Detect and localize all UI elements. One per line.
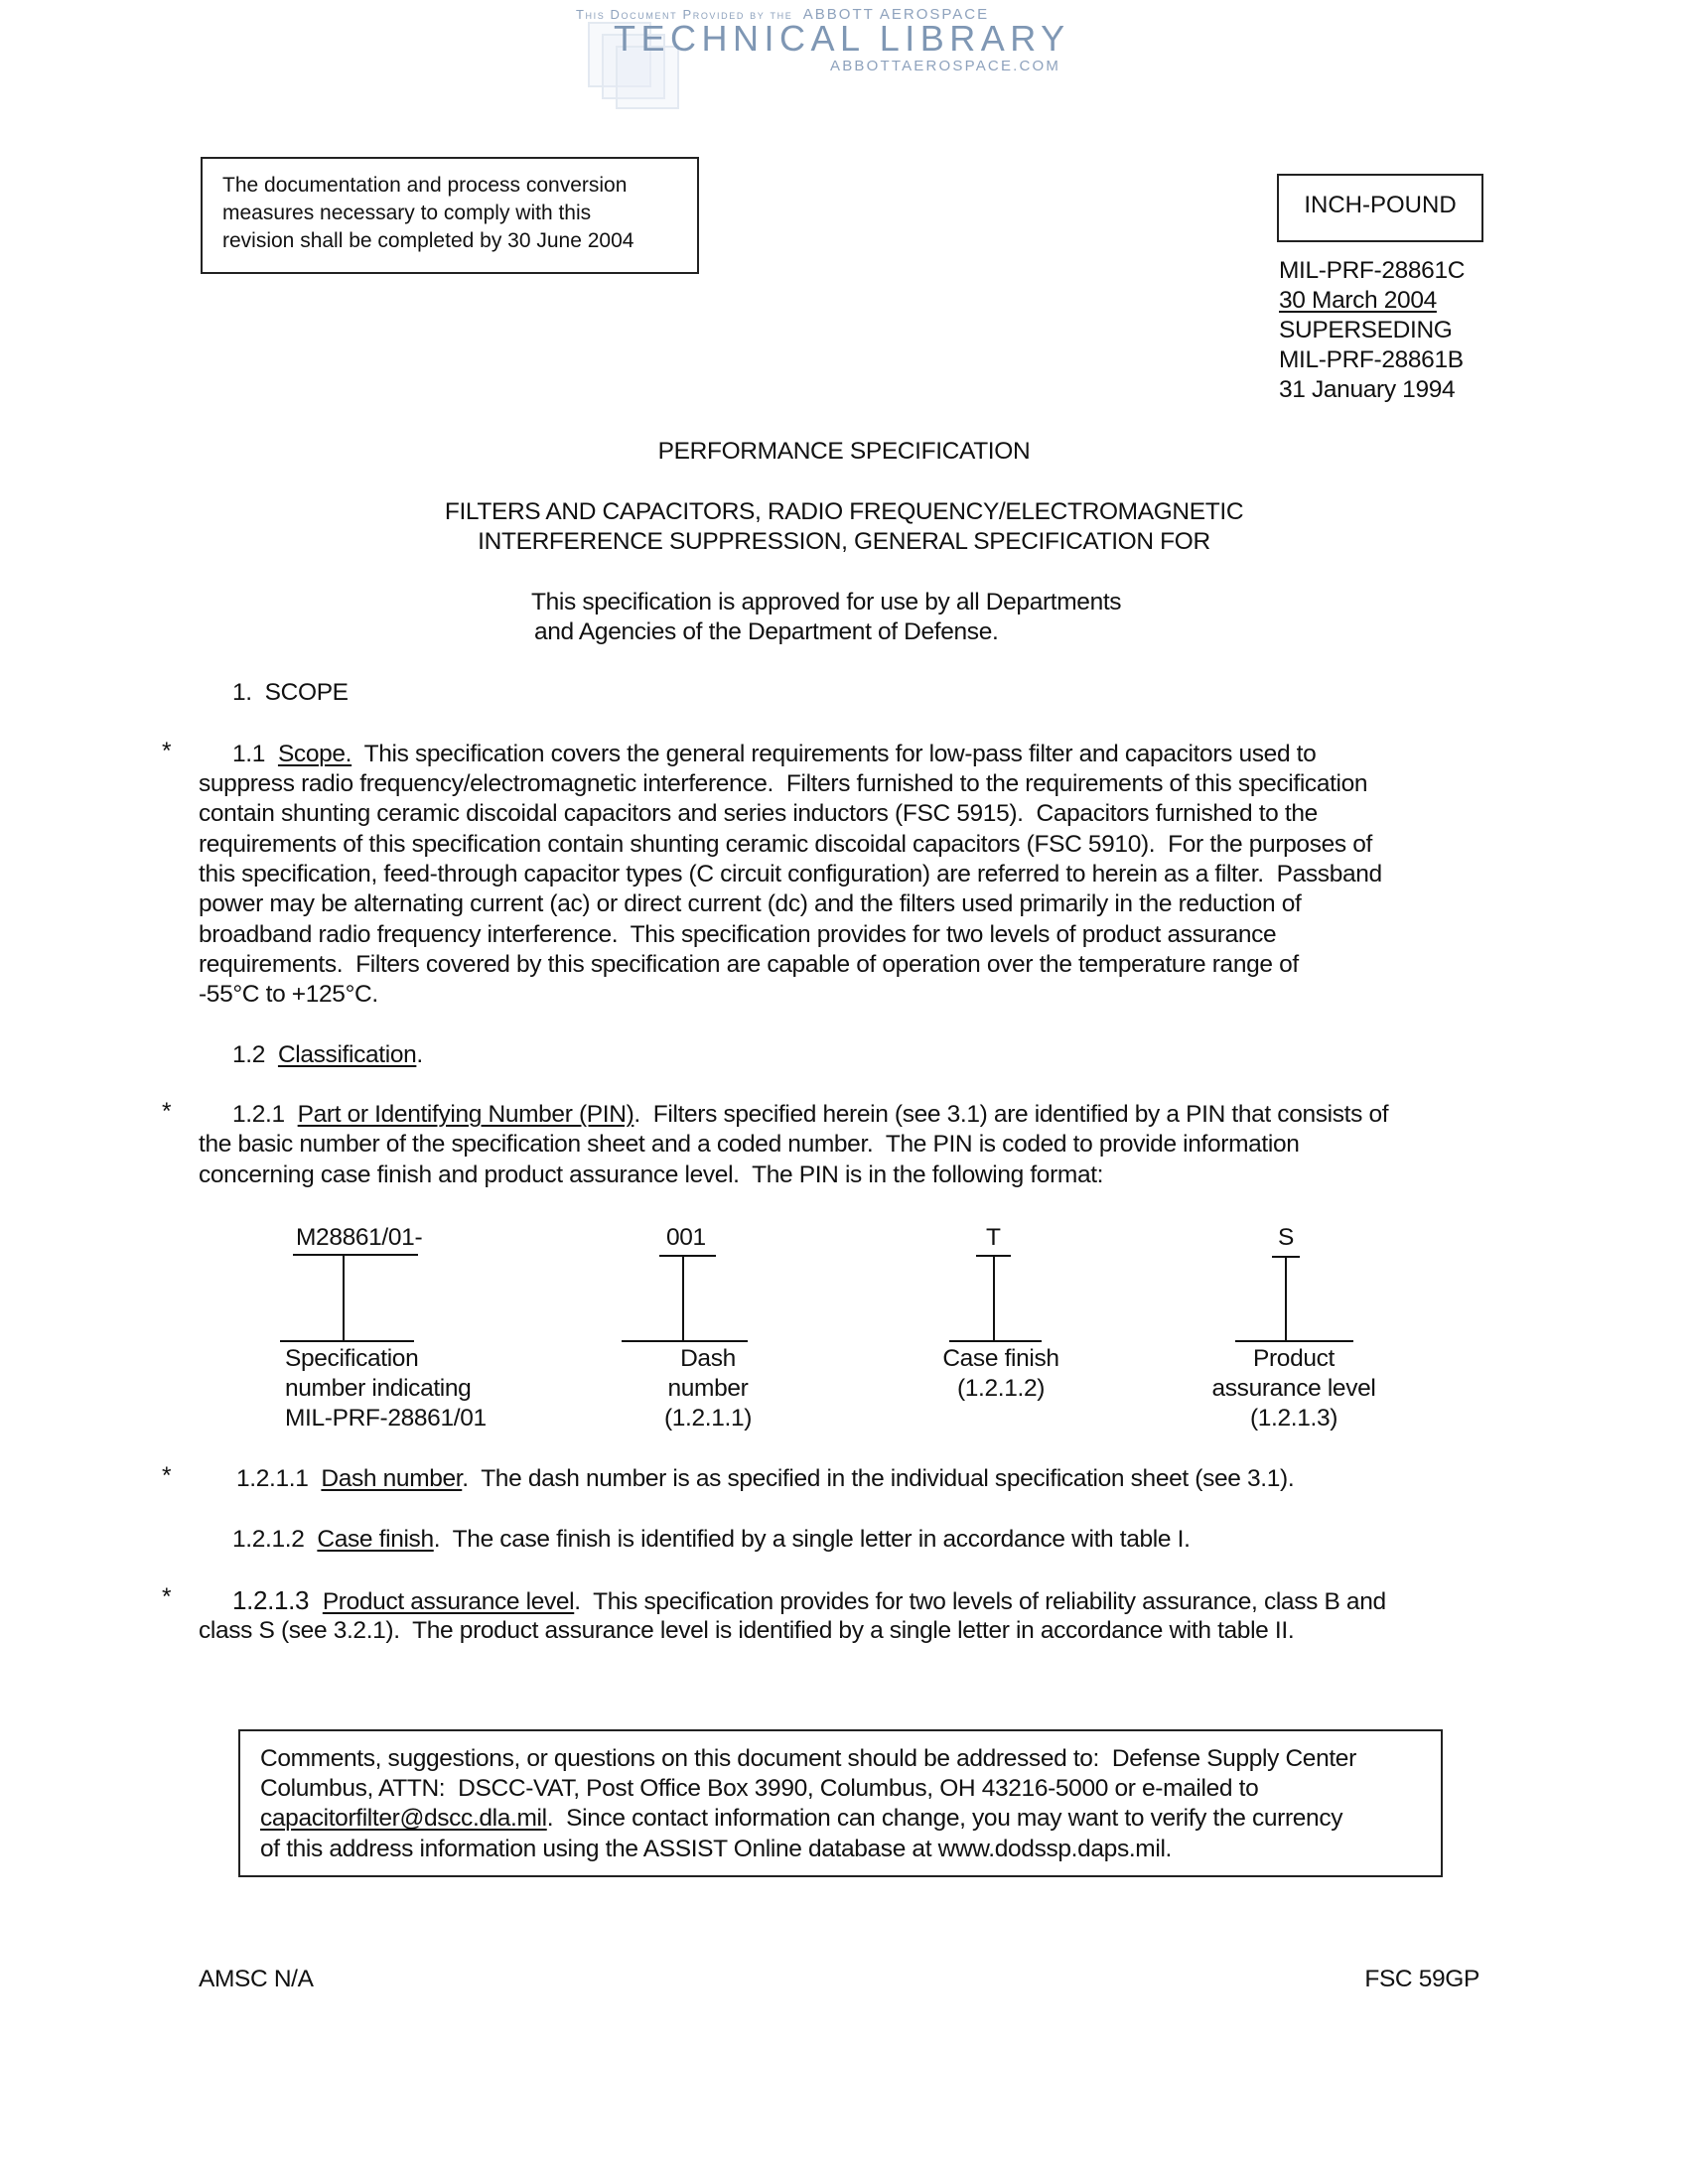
change-marker: *	[162, 1583, 172, 1610]
paragraph-heading: Case finish	[317, 1526, 434, 1553]
pin-label-line: (1.2.1.2)	[956, 1375, 1046, 1402]
paragraph-line: 1.1 Scope. This specification covers the general requirements for low-pass filter and capacitors used to	[232, 741, 1317, 767]
paragraph-line: this specification, feed-through capacitor types (C circuit configuration) are referred to herein as a filter. Passband	[199, 861, 1382, 887]
watermark-url: ABBOTTAEROSPACE.COM	[830, 58, 1061, 74]
paragraph-heading: Dash number	[321, 1465, 463, 1492]
pin-bracket-stem	[682, 1257, 684, 1341]
comments-line: Columbus, ATTN: DSCC-VAT, Post Office Box 3990, Columbus, OH 43216-5000 or e-mailed to	[260, 1775, 1259, 1802]
superseded-document-date: 31 January 1994	[1279, 376, 1456, 403]
pin-label-line: number indicating	[285, 1375, 472, 1402]
specification-type: PERFORMANCE SPECIFICATION	[657, 438, 1031, 465]
unit-system-label: INCH-POUND	[1304, 192, 1457, 218]
pin-label-line: (1.2.1.1)	[663, 1405, 753, 1432]
paragraph-line: 1.2.1 Part or Identifying Number (PIN). Filters specified herein (see 3.1) are identified by a PIN that consists of	[232, 1101, 1389, 1128]
notice-line: measures necessary to comply with this	[222, 202, 592, 224]
paragraph-line: 1.2.1.3 Product assurance level. This specification provides for two levels of reliability assurance, class B and	[232, 1585, 1386, 1615]
section-heading-scope: 1. SCOPE	[232, 679, 349, 706]
footer-fsc: FSC 59GP	[1364, 1966, 1479, 1992]
pin-bracket-bottom	[622, 1340, 748, 1342]
pin-bracket-bottom	[1235, 1340, 1353, 1342]
superseding-label: SUPERSEDING	[1279, 317, 1453, 343]
paragraph-line: concerning case finish and product assurance level. The PIN is in the following format:	[199, 1161, 1104, 1188]
pin-label-line: Case finish	[942, 1345, 1059, 1372]
paragraph-line: contain shunting ceramic discoidal capacitors and series inductors (FSC 5915). Capacitors furnished to the	[199, 800, 1318, 827]
pin-code-spec-number: M28861/01-	[296, 1224, 423, 1251]
paragraph-line: the basic number of the specification sheet and a coded number. The PIN is coded to provide information	[199, 1131, 1300, 1158]
pin-bracket-top	[659, 1255, 716, 1257]
pin-label-line: number	[667, 1375, 749, 1402]
pin-bracket-bottom	[280, 1340, 414, 1342]
comments-line: capacitorfilter@dscc.dla.mil. Since contact information can change, you may want to verify the currency	[260, 1805, 1343, 1832]
pin-bracket-stem	[343, 1256, 345, 1341]
document-date: 30 March 2004	[1279, 287, 1437, 314]
change-marker: *	[162, 1462, 172, 1489]
document-id: MIL-PRF-28861C	[1279, 257, 1466, 284]
paragraph-line: requirements. Filters covered by this specification are capable of operation over the temperature range of	[199, 951, 1299, 978]
document-title-line1: FILTERS AND CAPACITORS, RADIO FREQUENCY/ELECTROMAGNETIC	[444, 498, 1244, 525]
unit-system-box	[1277, 174, 1483, 242]
comments-line: of this address information using the ASSIST Online database at www.dodssp.daps.mil.	[260, 1836, 1173, 1862]
paragraph-line: broadband radio frequency interference. This specification provides for two levels of product assurance	[199, 921, 1277, 948]
pin-bracket-top	[293, 1254, 418, 1256]
section-1-2: 1.2 Classification.	[232, 1041, 423, 1068]
change-marker: *	[162, 738, 172, 764]
pin-label-line: assurance level	[1211, 1375, 1376, 1402]
paragraph-line: class S (see 3.2.1). The product assurance level is identified by a single letter in accordance with table II.	[199, 1617, 1295, 1644]
pin-code-assurance-level: S	[1278, 1224, 1294, 1251]
contact-email-link[interactable]: capacitorfilter@dscc.dla.mil	[260, 1805, 547, 1832]
superseded-document-id: MIL-PRF-28861B	[1279, 346, 1464, 373]
document-title-line2: INTERFERENCE SUPPRESSION, GENERAL SPECIFICATION FOR	[478, 528, 1210, 555]
approval-line1: This specification is approved for use by all Departments	[531, 589, 1122, 615]
paragraph-heading: Part or Identifying Number (PIN)	[297, 1101, 634, 1128]
notice-box	[201, 157, 699, 274]
paragraph-line: 1.2.1.1 Dash number. The dash number is as specified in the individual specification sheet (see 3.1).	[236, 1465, 1295, 1492]
pin-label-line: (1.2.1.3)	[1249, 1405, 1338, 1432]
notice-line: The documentation and process conversion	[222, 174, 628, 197]
pin-code-dash-number: 001	[666, 1224, 706, 1251]
pin-label-line: MIL-PRF-28861/01	[285, 1405, 487, 1432]
pin-bracket-bottom	[949, 1340, 1042, 1342]
pin-bracket-stem	[1285, 1258, 1287, 1341]
paragraph-line: -55°C to +125°C.	[199, 981, 378, 1008]
notice-line: revision shall be completed by 30 June 2004	[222, 229, 634, 252]
paragraph-line: power may be alternating current (ac) or direct current (dc) and the filters used primarily in the reduction of	[199, 890, 1302, 917]
paragraph-heading: Product assurance level	[322, 1588, 575, 1615]
paragraph-heading: Classification	[277, 1041, 417, 1068]
paragraph-heading: Scope.	[277, 741, 352, 767]
comments-line: Comments, suggestions, or questions on this document should be addressed to: Defense Supply Center	[260, 1745, 1356, 1772]
pin-label-line: Specification	[285, 1345, 419, 1372]
pin-label-line: Dash	[680, 1345, 736, 1372]
pin-label-line: Product	[1253, 1345, 1335, 1372]
change-marker: *	[162, 1098, 172, 1125]
pin-bracket-stem	[993, 1257, 995, 1341]
watermark-title: TECHNICAL LIBRARY	[614, 18, 1070, 59]
pin-code-case-finish: T	[986, 1224, 1001, 1251]
footer-amsc: AMSC N/A	[199, 1966, 314, 1992]
approval-line2: and Agencies of the Department of Defense.	[534, 618, 999, 645]
section-1-2-1-2: 1.2.1.2 Case finish. The case finish is identified by a single letter in accordance with table I.	[232, 1526, 1191, 1553]
watermark-provided-by: This Document Provided by the ABBOTT AEROSPACE	[576, 6, 990, 23]
paragraph-line: suppress radio frequency/electromagnetic interference. Filters furnished to the requirements of this specification	[199, 770, 1368, 797]
comments-box	[238, 1729, 1443, 1877]
paragraph-line: requirements of this specification contain shunting ceramic discoidal capacitors (FSC 5910). For the purposes of	[199, 831, 1372, 858]
